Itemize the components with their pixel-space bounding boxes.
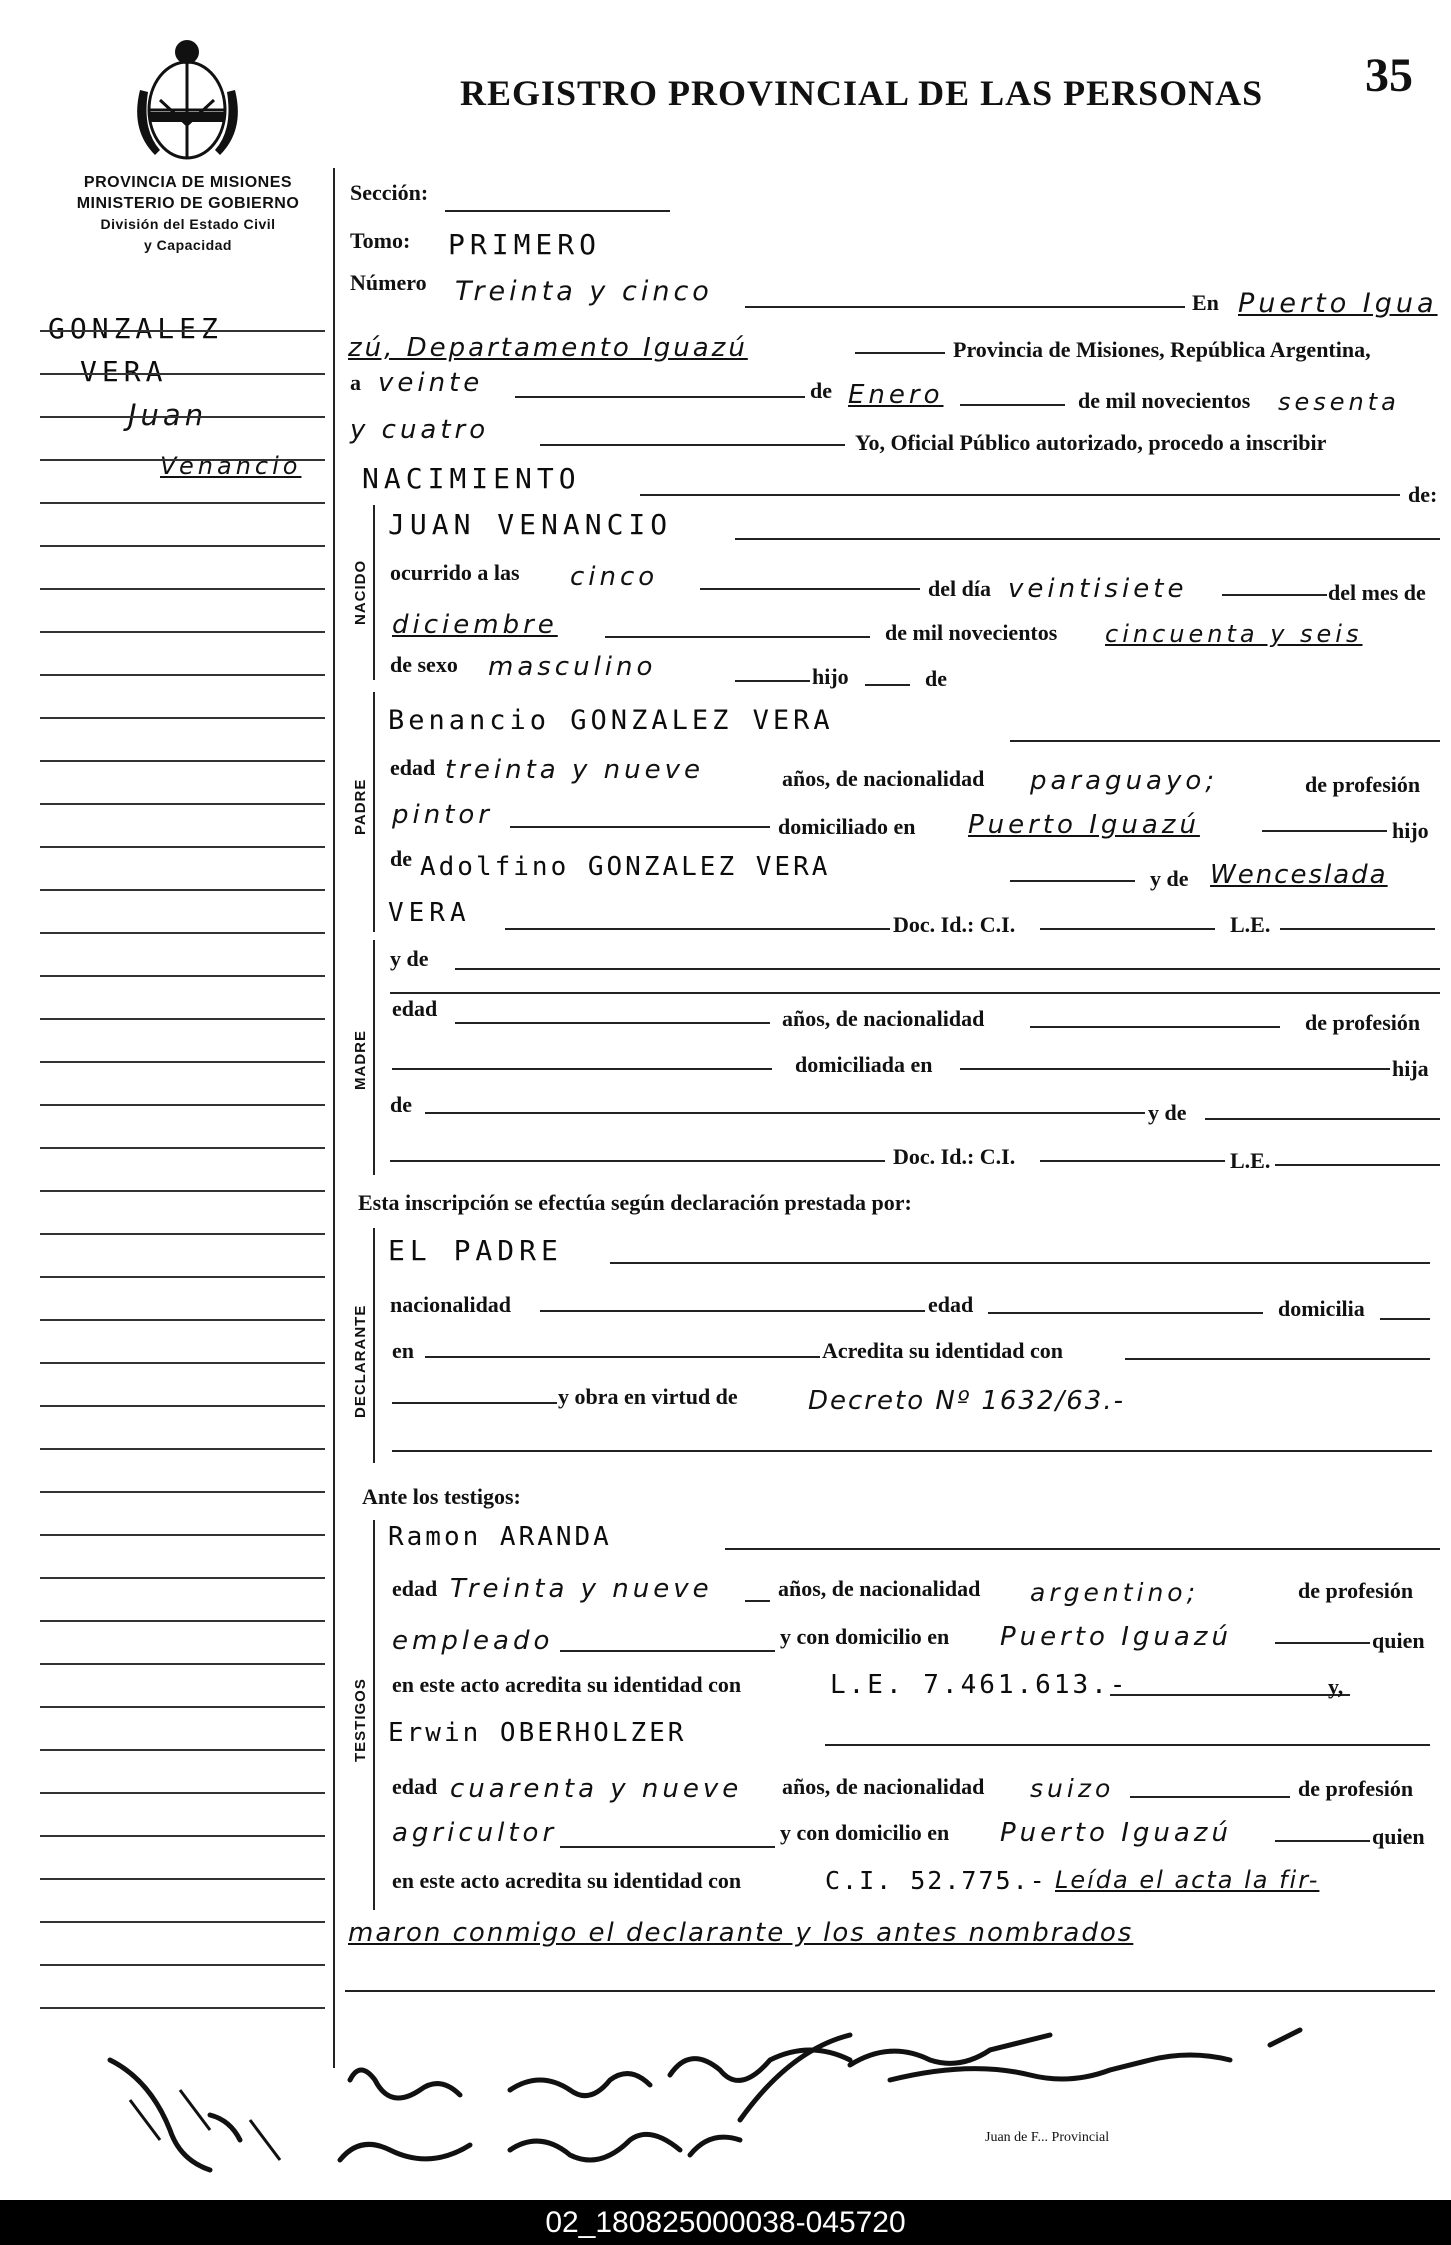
margin-rule [40,674,325,676]
madre-label: MADRE [352,1030,369,1090]
margin-rule [40,459,325,461]
margin-rule [40,545,325,547]
testigo1-nac-label: años, de nacionalidad [778,1576,981,1601]
declarante-edad-line [988,1312,1263,1314]
year-line [540,444,845,446]
declarante-label: DECLARANTE [352,1304,369,1418]
padre-dom-line [1262,830,1387,832]
padre-doc-label: Doc. Id.: C.I. [893,912,1016,937]
padre-y-de-label: y de [1150,866,1189,891]
margin-divider [333,168,335,2068]
margin-rule [40,1491,325,1493]
place-line [855,352,945,354]
margin-secondname: Venancio [160,452,302,480]
madre-de-line [425,1112,1145,1114]
testigos-bracket [373,1520,375,1910]
declarante-nombre-line [610,1262,1430,1264]
testigos-label: TESTIGOS [352,1678,369,1762]
anio-label: de mil novecientos [885,620,1058,645]
margin-rule [40,1405,325,1407]
document-title: REGISTRO PROVINCIAL DE LAS PERSONAS [460,73,1264,113]
madre-de-label: de [390,1092,412,1117]
margin-rule [40,975,325,977]
day-line [515,396,805,398]
testigos-intro: Ante los testigos: [362,1484,521,1509]
madre-y-de2-line [1205,1118,1440,1120]
margin-rule [40,330,325,332]
en-label: En [1192,290,1219,315]
year-value: sesenta [1278,388,1400,416]
madre-prof-label: de profesión [1305,1010,1421,1035]
madre-dom-line [960,1068,1390,1070]
place-continuation: zú, Departamento Iguazú [348,333,748,363]
testigo1-doc: L.E. 7.461.613.- [830,1670,1129,1700]
testigo2-nac: suizo [1030,1774,1115,1803]
agency-block [38,172,338,256]
declarante-nac-line [540,1310,925,1312]
madre-edad-label: edad [392,996,438,1021]
padre-nac-label: años, de nacionalidad [782,766,985,791]
testigo1-edad-line [745,1600,770,1602]
declarante-en-line [425,1356,820,1358]
madre-nombre-line2 [390,992,1440,994]
madre-edad-line [455,1022,770,1024]
margin-rule [40,1964,325,1966]
nacido-de-label: de [925,666,947,691]
madre-le-label: L.E. [1230,1148,1271,1173]
page-number: 35 [1365,49,1413,102]
padre-abuelo-line [1010,880,1135,882]
margin-rule [40,2007,325,2009]
declarante-nombre: EL PADRE [388,1234,563,1267]
margin-rule [40,760,325,762]
day-value: veinte [378,368,484,398]
padre-label: PADRE [352,778,369,835]
testigo1-edad-label: edad [392,1576,438,1601]
madre-doc-line1 [390,1160,885,1162]
closing-blank-line [345,1990,1435,1992]
tipo-line [640,494,1400,496]
margin-rule [40,1104,325,1106]
testigo2-dom-label: y con domicilio en [780,1820,950,1845]
madre-doc-line2 [1040,1160,1225,1162]
testigo2-nac-line [1130,1796,1290,1798]
a-label: a [350,370,361,395]
madre-nombre-line [455,968,1440,970]
nacido-nombre-line [735,538,1440,540]
margin-rule [40,1233,325,1235]
margin-rule [40,1362,325,1364]
testigo1-prof-line [560,1650,775,1652]
declarante-bracket [373,1228,375,1463]
sexo-value: masculino [488,652,657,682]
padre-nacionalidad: paraguayo; [1030,766,1219,796]
margin-rule [40,373,325,375]
margin-rule [40,1061,325,1063]
margin-rule [40,1448,325,1450]
declarante-edad-label: edad [928,1292,974,1317]
margin-rule [40,416,325,418]
testigo1-profesion: empleado [392,1626,554,1656]
madre-y-de2-label: y de [1148,1100,1187,1125]
margin-firstname: Juan [128,398,208,432]
testigo1-nombre-line [725,1548,1440,1550]
dia-line [1222,594,1327,596]
madre-le-line [1275,1164,1440,1166]
anio-value: cincuenta y seis [1105,620,1363,648]
testigo2-edad: cuarenta y nueve [450,1774,743,1804]
margin-rule [40,1319,325,1321]
testigo1-acredita-label: en este acto acredita su identidad con [392,1672,742,1697]
hijo-line [865,684,910,686]
declarante-domicilia-line [1380,1318,1430,1320]
testigo2-nombre: Erwin OBERHOLZER [388,1718,687,1748]
margin-rule [40,1706,325,1708]
padre-le-line [1280,928,1435,930]
madre-nac-line [1030,1026,1280,1028]
testigo1-doc-line [1110,1694,1350,1696]
declarante-acredita-label: Acredita su identidad con [822,1338,1064,1363]
testigo1-dom-line [1275,1642,1370,1644]
signatures-image [90,2020,1430,2195]
year-label: de mil novecientos [1078,388,1251,413]
madre-y-de-label: y de [390,946,429,971]
testigo2-nombre-line [825,1744,1430,1746]
padre-le-label: L.E. [1230,912,1271,937]
padre-domicilio: Puerto Iguazú [968,810,1200,840]
margin-rule [40,1147,325,1149]
padre-abuelo: Adolfino GONZALEZ VERA [420,852,831,882]
margin-rule [40,932,325,934]
margin-rule [40,1835,325,1837]
margin-rule [40,1577,325,1579]
mes-value: diciembre [392,610,558,640]
seccion-label: Sección: [350,180,429,205]
margin-surname: GONZALEZ [48,312,223,345]
nacido-bracket [373,505,375,680]
testigo2-prof-line [560,1846,775,1848]
coat-of-arms-icon [130,30,245,165]
declarante-virtud-label: y obra en virtud de [558,1384,738,1409]
testigo1-quien-label: quien [1372,1628,1425,1653]
hora-value: cinco [570,562,659,592]
margin-rule [40,1276,325,1278]
madre-bracket [373,940,375,1175]
agency-division: División del Estado Civil [100,216,276,232]
padre-profesion: pintor [392,800,493,830]
padre-edad-label: edad [390,755,436,780]
margin-rule [40,1749,325,1751]
margin-rule [40,1190,325,1192]
padre-nombre-line [1010,740,1440,742]
padre-dom-label: domiciliado en [778,814,916,839]
margin-rule [40,889,325,891]
madre-doc-label: Doc. Id.: C.I. [893,1144,1016,1169]
document-id-bar: 02_180825000038-045720 [0,2200,1451,2245]
numero-label: Número [350,270,427,295]
en-value: Puerto Igua [1238,288,1438,319]
madre-prof-line [392,1068,772,1070]
nacido-label: NACIDO [352,559,369,625]
testigo1-dom-label: y con domicilio en [780,1624,950,1649]
de-colon: de: [1408,482,1438,507]
year-continuation: y cuatro [350,415,490,445]
hora-line [700,588,920,590]
margin-rule [40,1878,325,1880]
madre-dom-label: domiciliada en [795,1052,933,1077]
testigo2-prof-label: de profesión [1298,1776,1414,1801]
oficial-text: Yo, Oficial Público autorizado, procedo a inscribir [855,430,1327,455]
margin-rule [40,1018,325,1020]
testigo1-domicilio: Puerto Iguazú [1000,1622,1232,1652]
padre-abuela-cont: VERA [388,898,471,928]
testigo2-nac-label: años, de nacionalidad [782,1774,985,1799]
margin-rule [40,1792,325,1794]
testigo2-domicilio: Puerto Iguazú [1000,1818,1232,1848]
nacido-nombre: JUAN VENANCIO [388,508,673,541]
padre-edad: treinta y nueve [445,755,704,785]
madre-nac-label: años, de nacionalidad [782,1006,985,1031]
agency-province: PROVINCIA DE MISIONES [83,174,293,191]
margin-rule [40,1663,325,1665]
testigo1-y-label: y, [1328,1674,1344,1699]
margin-rule [40,1921,325,1923]
official-stamp-text: Juan de F... Provincial [985,2130,1110,2145]
closing-line1: Leída el acta la fir- [1055,1866,1320,1894]
testigo2-quien-label: quien [1372,1824,1425,1849]
margin-surname2: VERA [80,355,168,388]
de-label: de [810,378,832,403]
sexo-label: de sexo [390,652,458,677]
margin-rule [40,502,325,504]
margin-rule [40,631,325,633]
month-line [960,404,1065,406]
numero-value: Treinta y cinco [455,276,713,307]
agency-ministry: MINISTERIO DE GOBIERNO [76,195,300,212]
month-value: Enero [848,380,944,410]
declarante-blank-line [392,1450,1432,1452]
tipo-value: NACIMIENTO [362,462,581,495]
closing-line2: maron conmigo el declarante y los antes nombrados [348,1918,1134,1948]
testigo2-edad-label: edad [392,1774,438,1799]
del-dia-label: del día [928,576,991,601]
hijo-label: hijo [812,664,849,689]
declarante-intro: Esta inscripción se efectúa según declaración prestada por: [358,1190,912,1215]
margin-rule [40,803,325,805]
del-mes-label: del mes de [1328,580,1426,605]
declarante-nac-label: nacionalidad [390,1292,512,1317]
provincia-text: Provincia de Misiones, República Argentina, [953,337,1371,362]
declarante-decreto: Decreto Nº 1632/63.- [808,1386,1125,1416]
numero-line [745,306,1185,308]
padre-doc-line2 [1040,928,1215,930]
testigo1-nac: argentino; [1030,1578,1200,1607]
padre-doc-line1 [505,928,890,930]
padre-prof-label: de profesión [1305,772,1421,797]
testigo2-profesion: agricultor [392,1818,558,1848]
padre-nombre: Benancio GONZALEZ VERA [388,705,834,736]
testigo1-edad: Treinta y nueve [450,1574,713,1604]
declarante-acredita-line [1125,1358,1430,1360]
padre-hijo-label: hijo [1392,818,1429,843]
testigo2-doc: C.I. 52.775.- [825,1866,1047,1895]
madre-hija-label: hija [1392,1056,1429,1081]
mes-line [605,636,870,638]
ocurrido-label: ocurrido a las [390,560,520,585]
testigo2-acredita-label: en este acto acredita su identidad con [392,1868,742,1893]
agency-capacidad: y Capacidad [144,237,232,253]
padre-abuela: Wenceslada [1210,860,1388,890]
sexo-line [735,680,810,682]
margin-rule [40,846,325,848]
declarante-virtud-line [392,1402,557,1404]
seccion-line [445,210,670,212]
padre-de-label: de [390,846,412,871]
tomo-label: Tomo: [350,228,411,253]
padre-bracket [373,692,375,932]
margin-rule [40,717,325,719]
margin-rule [40,588,325,590]
testigo2-dom-line [1275,1840,1370,1842]
testigo1-prof-label: de profesión [1298,1578,1414,1603]
declarante-domicilia-label: domicilia [1278,1296,1365,1321]
dia-value: veintisiete [1008,574,1188,604]
margin-rule [40,1620,325,1622]
testigo1-nombre: Ramon ARANDA [388,1522,612,1552]
padre-prof-line [510,826,770,828]
declarante-en-label: en [392,1338,414,1363]
margin-rule [40,1534,325,1536]
tomo-value: PRIMERO [448,228,602,261]
